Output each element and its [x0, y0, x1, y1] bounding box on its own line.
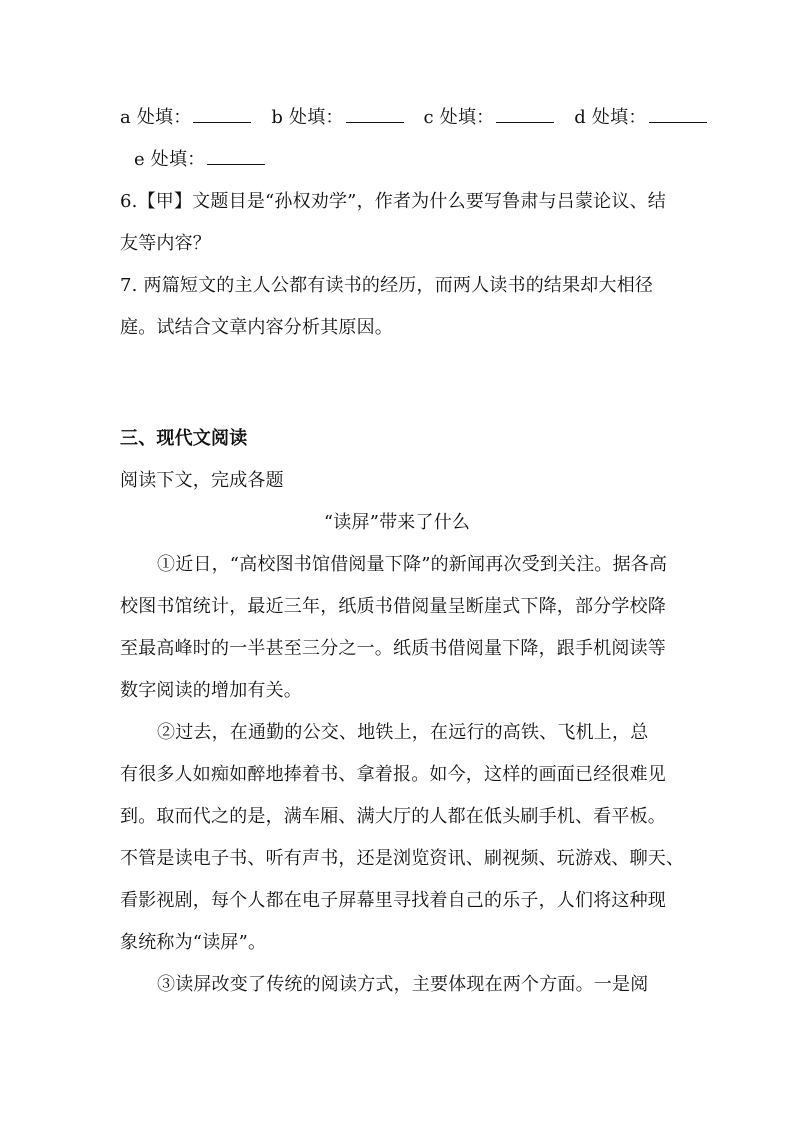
blank-e-line[interactable]: [207, 148, 265, 165]
blank-a-line[interactable]: [193, 106, 251, 123]
paragraph-2-line-6: 象统称为“读屏”。: [120, 932, 267, 953]
paragraph-3-line-1: ③读屏改变了传统的阅读方式，主要体现在两个方面。一是阅: [157, 974, 649, 995]
article-title: “读屏”带来了什么: [323, 512, 471, 533]
blank-a-label: a 处填：: [120, 107, 192, 128]
question-7-line-2: 庭。试结合文章内容分析其原因。: [120, 317, 393, 338]
paragraph-1-line-3: 至最高峰时的一半甚至三分之一。纸质书借阅量下降，跟手机阅读等: [120, 638, 666, 659]
section-instruction: 阅读下文，完成各题: [120, 470, 284, 491]
paragraph-1-line-4: 数字阅读的增加有关。: [120, 680, 302, 701]
section-heading: 三、现代文阅读: [120, 428, 248, 449]
fill-blank-row-1: [120, 106, 680, 130]
blank-e-label: e 处填：: [134, 149, 206, 170]
blank-b-label: b 处填：: [271, 107, 344, 128]
blank-c-label: c 处填：: [423, 107, 495, 128]
blank-d-label: d 处填：: [574, 107, 647, 128]
paragraph-2-line-1: ②过去，在通勤的公交、地铁上，在远行的高铁、飞机上，总: [157, 722, 649, 743]
paragraph-2-line-2: 有很多人如痴如醉地捧着书、拿着报。如今，这样的画面已经很难见: [120, 764, 666, 785]
paragraph-2-line-4: 不管是读电子书、听有声书，还是浏览资讯、刷视频、玩游戏、聊天、: [120, 848, 685, 869]
blank-d-line[interactable]: [649, 106, 707, 123]
paragraph-2-line-5: 看影视剧，每个人都在电子屏幕里寻找着自己的乐子，人们将这种现: [120, 890, 666, 911]
question-6-line-1: 6.【甲】文题目是“孙权劝学”，作者为什么要写鲁肃与吕蒙论议、结: [120, 191, 666, 212]
paragraph-2-line-3: 到。取而代之的是，满车厢、满大厅的人都在低头刷手机、看平板。: [120, 806, 666, 827]
paragraph-1-line-1: ①近日，“高校图书馆借阅量下降”的新闻再次受到关注。据各高: [157, 554, 668, 575]
blank-c-line[interactable]: [496, 106, 554, 123]
paragraph-1-line-2: 校图书馆统计，最近三年，纸质书借阅量呈断崖式下降，部分学校降: [120, 596, 666, 617]
question-7-line-1: 7. 两篇短文的主人公都有读书的经历，而两人读书的结果却大相径: [120, 275, 654, 296]
fill-blank-row-2: [134, 148, 694, 172]
question-6-line-2: 友等内容？: [120, 233, 211, 254]
blank-b-line[interactable]: [346, 106, 404, 123]
